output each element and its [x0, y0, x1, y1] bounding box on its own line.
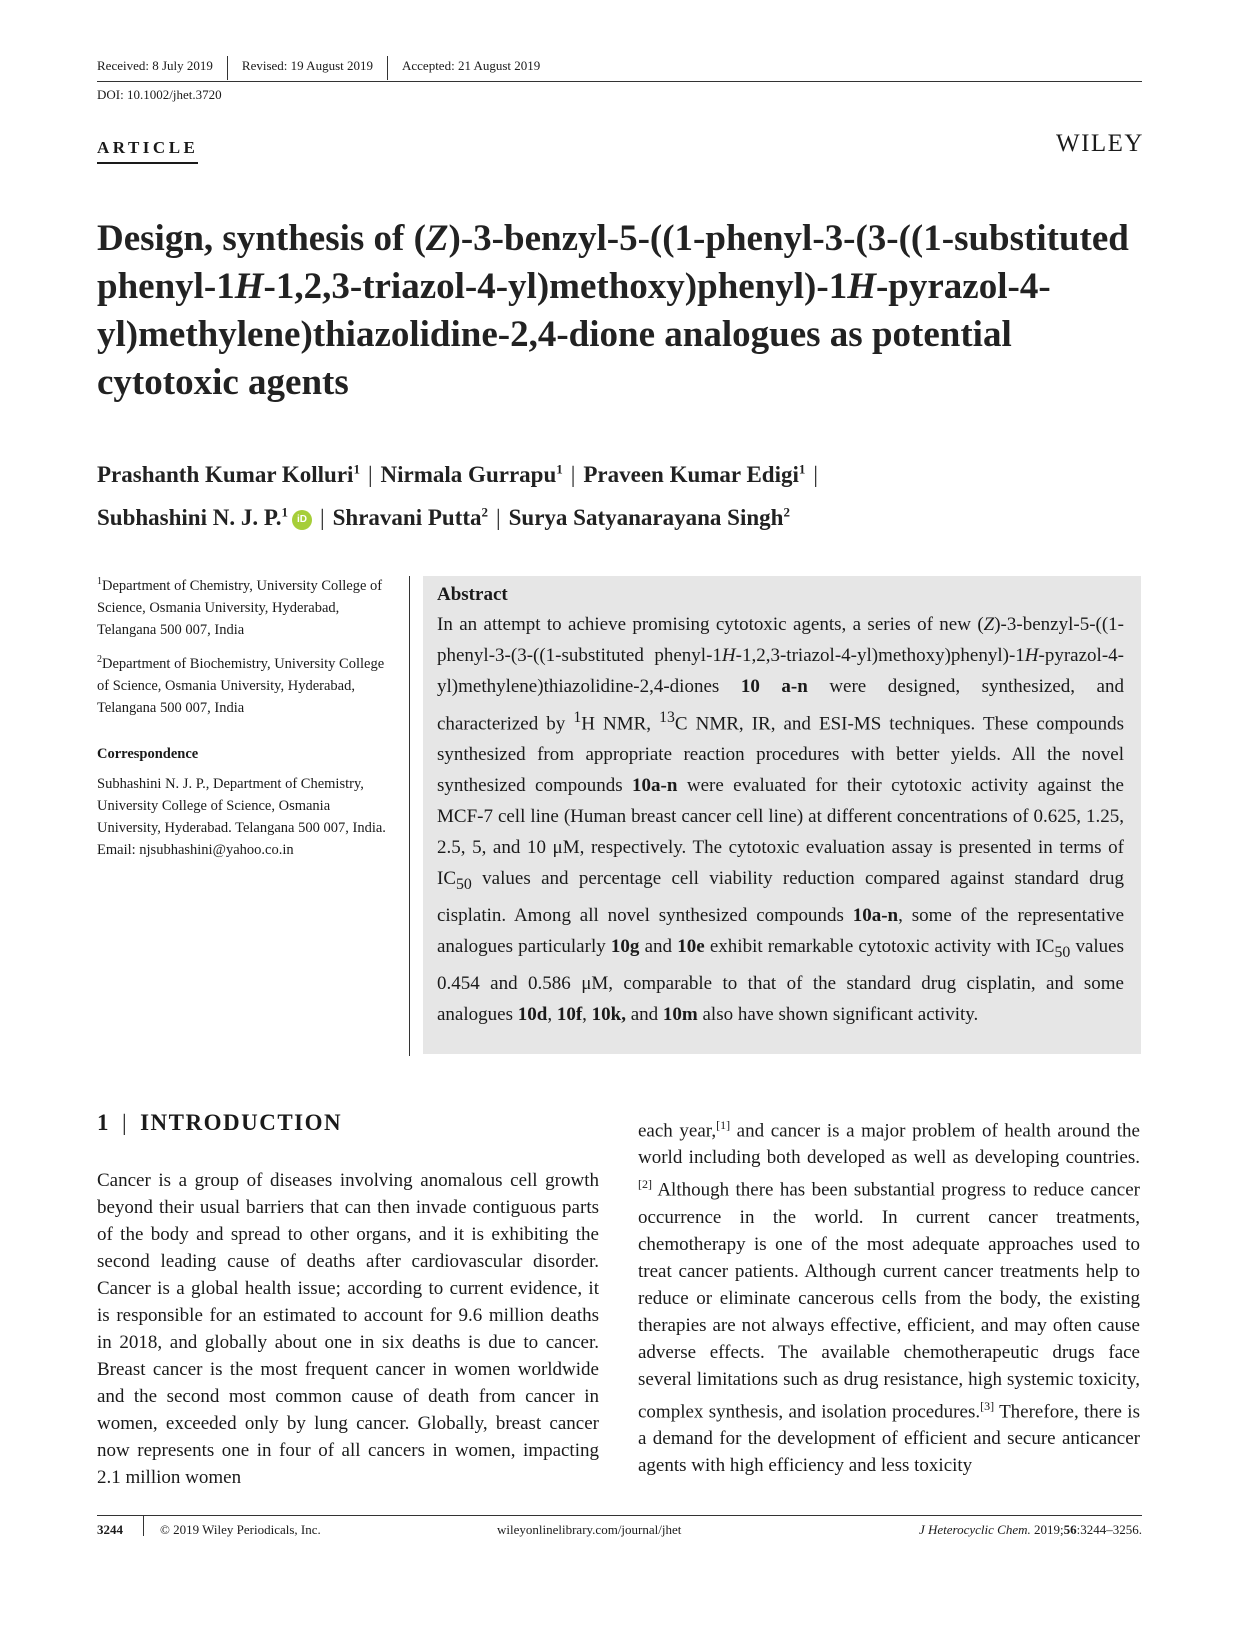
abstract-box [423, 576, 1141, 1054]
page-number: 3244 [97, 1522, 123, 1537]
correspondence-address: Subhashini N. J. P., Department of Chemistry, University College of Science, Osmania University, Hyderabad. Telangana 500 007, India. [97, 775, 386, 836]
accepted-date: Accepted: 21 August 2019 [387, 56, 554, 80]
publisher-logo: WILEY [1055, 130, 1144, 157]
affiliation: $^2$Department of Biochemistry, University College of Science, Osmania University, Hyderabad, Telangana 500 007, India [97, 653, 385, 716]
abstract-heading: Abstract [437, 584, 508, 605]
article-type-label: ARTICLE [97, 138, 198, 164]
divider [409, 576, 410, 1056]
author-list: Prashanth Kumar Kolluri$^1$ | Nirmala Gurrapu$^1$ | Praveen Kumar Edigi$^1$ | Subhashini N. J. P.$^1$iD | Shravani Putta$^2$ | Surya Satyanarayana Singh$^2$ [97, 461, 818, 531]
page-footer [97, 1522, 1142, 1542]
section-heading: 1 | INTRODUCTION [97, 1110, 343, 1135]
copyright: © 2019 Wiley Periodicals, Inc. [160, 1522, 321, 1537]
intro-paragraph-right: each year,[1] and cancer is a major problem of health around the world including both developed as well as developing countries.[2] Although there has been substantial progress to reduce cancer occurrence in the world. In current cancer treatments, chemotherapy is one of the most adequate approaches used to treat cancer patients. Although current cancer treatments help to reduce or eliminate cancerous cells from the body, the existing therapies are not always effective, efficient, and may often cause adverse effects. The available chemotherapeutic drugs face several limitations such as drug resistance, high systemic toxicity, complex synthesis, and isolation procedures.[3] Therefore, there is a demand for the development of efficient and secure anticancer agents with high efficiency and less toxicity [638, 1118, 1140, 1476]
journal-url[interactable]: wileyonlinelibrary.com/journal/jhet [497, 1522, 682, 1537]
author: Surya Satyanarayana Singh$^2$ [508, 504, 790, 531]
author: Subhashini N. J. P.$^1$ [97, 504, 289, 531]
citation-ref[interactable]: [1] [716, 1118, 731, 1132]
revised-date: Revised: 19 August 2019 [227, 56, 387, 80]
intro-paragraph-left: Cancer is a group of diseases involving anomalous cell growth beyond their usual barriers that can then invade contiguous parts of the body and spread to other organs, and it is exhibiting the second leading cause of deaths after cardiovascular disorder. Cancer is a global health issue; according to current evidence, it is responsible for an estimated to account for 9.6 million deaths in 2018, and globally about one in six deaths is due to cancer. Breast cancer is the most frequent cancer in women worldwide and the second most common cause of death from cancer in women, exceeded only by lung cancer. Globally, breast cancer now represents one in four of all cancers in women, impacting 2.1 million women [97, 1170, 599, 1488]
journal-citation: J Heterocyclic Chem. 2019;56:3244–3256. [918, 1522, 1142, 1537]
citation-ref[interactable]: [2] [638, 1177, 652, 1192]
citation-ref[interactable]: [3] [980, 1398, 995, 1413]
received-date: Received: 8 July 2019 [97, 58, 213, 73]
affiliation: $^1$Department of Chemistry, University College of Science, Osmania University, Hyderabad, Telangana 500 007, India [97, 576, 383, 638]
footer-divider [143, 1516, 144, 1536]
article-title: Design, synthesis of (Z)-3-benzyl-5-((1-phenyl-3-(3-((1-substituted phenyl-1H-1,2,3-triazol-4-yl)methoxy)phenyl)-1H-pyrazol-4-yl)methylene)thiazolidine-2,4-dione analogues as potential cytotoxic agents [97, 218, 1129, 403]
author: Shravani Putta$^2$ [332, 504, 489, 531]
author: Prashanth Kumar Kolluri$^1$ [97, 461, 360, 487]
correspondence-email[interactable]: Email: njsubhashini@yahoo.co.in [97, 841, 294, 858]
doi: DOI: 10.1002/jhet.3720 [97, 87, 222, 102]
author: Nirmala Gurrapu$^1$ [380, 461, 563, 487]
footer-rule [97, 1515, 1142, 1516]
article-dates [97, 56, 1142, 82]
affiliations [97, 571, 397, 861]
abstract-text: In an attempt to achieve promising cytotoxic agents, a series of new (Z)-3-benzyl-5-((1-phenyl-3-(3-((1-substituted phenyl-1H-1,2,3-triazol-4-yl)methoxy)phenyl)-1H-pyrazol-4-yl)methylene)thiazolidine-2,4-diones 10 a-n were designed, synthesized, and characterized by $^1$H NMR, $^{13}$C NMR, IR, and ESI-MS techniques. These compounds synthesized from appropriate reaction procedures with better yields. All the novel synthesized compounds 10a-n were evaluated for their cytotoxic activity against the MCF-7 cell line (Human breast cancer cell line) at different concentrations of 0.625, 1.25, 2.5, 5, and 10 μM, respectively. The cytotoxic evaluation assay is presented in terms of $IC_{50}$ values and percentage cell viability reduction compared against standard drug cisplatin. Among all novel synthesized compounds 10a-n, some of the representative analogues particularly 10g and 10e exhibit remarkable cytotoxic activity with $IC_{50}$ values 0.454 and 0.586 μM, comparable to that of the standard drug cisplatin, and some analogues 10d, 10f, 10k, and 10m also have shown significant activity. [437, 614, 1125, 1025]
author: Praveen Kumar Edigi$^1$ [583, 461, 806, 487]
correspondence-heading: Correspondence [97, 745, 199, 762]
orcid-icon[interactable]: iD [292, 510, 312, 530]
